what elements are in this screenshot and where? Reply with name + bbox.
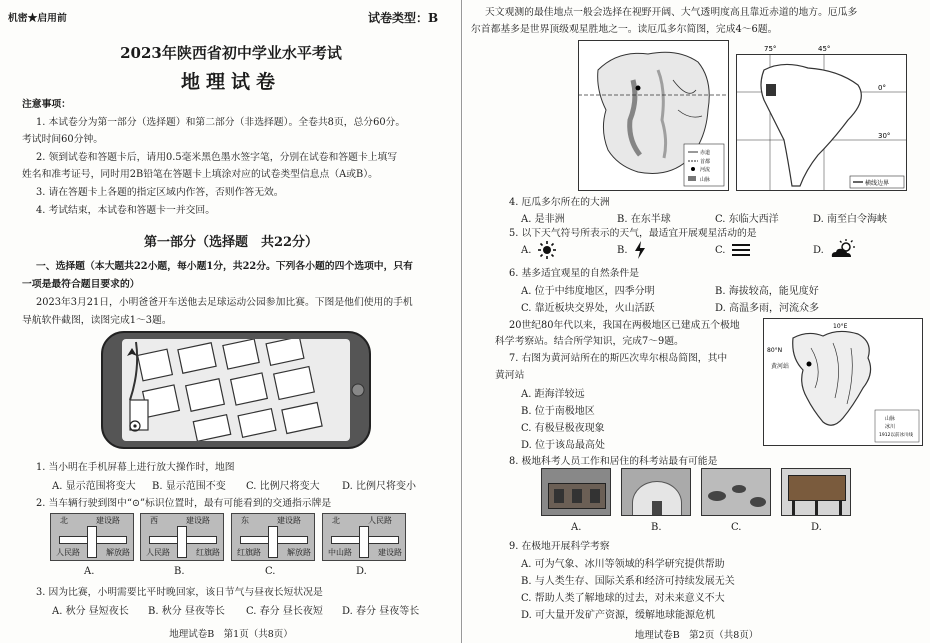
question-6-stem: 6. 基多适宜观星的自然条件是 bbox=[509, 268, 640, 279]
station-photo-c bbox=[701, 468, 771, 516]
latitude-label: 0° bbox=[878, 84, 886, 92]
longitude-label: 10°E bbox=[833, 323, 848, 330]
notice-line: 4. 考试结束，本试卷和答题卡一并交回。 bbox=[36, 205, 216, 216]
longitude-label: 45° bbox=[818, 45, 831, 53]
ecuador-map bbox=[578, 40, 908, 192]
question-7-stem-cont: 黄河站 bbox=[495, 370, 525, 381]
legend-label: 山脉 bbox=[700, 177, 711, 183]
longitude-label: 75° bbox=[764, 45, 777, 53]
q7-option-a[interactable]: A. 距海洋较远 bbox=[521, 389, 585, 400]
latitude-label: 80°N bbox=[767, 347, 783, 354]
passage-line: 2023年3月21日，小明爸爸开车送他去足球运动公园参加比赛。下图是他们使用的手机 bbox=[36, 297, 413, 308]
q4-option-c[interactable]: C. 东临大西洋 bbox=[715, 214, 779, 225]
latitude-label: 30° bbox=[878, 132, 891, 140]
part1-title: 第一部分（选择题 共22分） bbox=[143, 235, 319, 250]
svalbard-map bbox=[763, 318, 923, 446]
q2-option-a[interactable]: A. bbox=[84, 566, 95, 577]
q1-option-a[interactable]: A. 显示范围将变大 bbox=[52, 481, 136, 492]
station-label: 黄河站 bbox=[771, 363, 790, 370]
q9-option-a[interactable]: A. 可为气象、冰川等领域的科学研究提供帮助 bbox=[521, 559, 725, 570]
notice-line: 3. 请在答题卡上各题的指定区域内作答，否则作答无效。 bbox=[36, 187, 284, 198]
q3-option-c[interactable]: C. 春分 昼长夜短 bbox=[246, 606, 323, 617]
paper-type: 试卷类型：B bbox=[368, 11, 439, 25]
traffic-sign-c: 东 建设路 红旗路 解放路 bbox=[231, 513, 315, 561]
traffic-sign-a: 北 建设路 人民路 解放路 bbox=[50, 513, 134, 561]
q2-option-d[interactable]: D. bbox=[356, 566, 367, 577]
thunderstorm-icon bbox=[633, 240, 647, 260]
traffic-sign-d: 北 人民路 中山路 建设路 bbox=[322, 513, 406, 561]
instruction-line: 一项是最符合题目要求的） bbox=[22, 279, 140, 290]
page-footer: 地理试卷B 第2页（共8页） bbox=[634, 630, 759, 641]
exam-page-1 bbox=[0, 0, 462, 643]
question-2-stem: 2. 当车辆行驶到图中“⊙”标识位置时，最有可能看到的交通指示牌是 bbox=[36, 498, 332, 509]
question-9-stem: 9. 在极地开展科学考察 bbox=[509, 541, 610, 552]
subject-title: 地理试卷 bbox=[180, 71, 281, 93]
q5-option-a[interactable]: A. bbox=[521, 245, 532, 256]
exam-title: 2023年陕西省初中学业水平考试 bbox=[120, 44, 342, 62]
q5-option-b[interactable]: B. bbox=[617, 245, 628, 256]
notice-line: 姓名和准考证号，同时用2B铅笔在答题卡上填涂对应的试卷类型信息点（A或B）。 bbox=[22, 169, 378, 180]
q6-option-d[interactable]: D. 高温多雨，河流众多 bbox=[715, 303, 820, 314]
q7-option-b[interactable]: B. 位于南极地区 bbox=[521, 406, 595, 417]
q9-option-b[interactable]: B. 与人类生存、国际关系和经济可持续发展无关 bbox=[521, 576, 735, 587]
q8-option-c[interactable]: C. bbox=[731, 522, 742, 533]
question-1-stem: 1. 当小明在手机屏幕上进行放大操作时，地图 bbox=[36, 462, 235, 473]
passage-line: 尔首都基多是世界顶级观星胜地之一。读厄瓜多尔简图，完成4～6题。 bbox=[471, 24, 778, 35]
instruction-line: 一、选择题（本大题共22小题，每小题1分，共22分。下列各小题的四个选项中，只有 bbox=[36, 261, 413, 272]
station-photo-a bbox=[541, 468, 611, 516]
q4-option-a[interactable]: A. 是非洲 bbox=[521, 214, 565, 225]
traffic-sign-b: 西 建设路 人民路 红旗路 bbox=[140, 513, 224, 561]
passage-line: 科学考察站。结合所学知识，完成7～9题。 bbox=[495, 336, 684, 347]
station-photo-d bbox=[781, 468, 851, 516]
phone-navigation-map bbox=[100, 330, 372, 450]
q1-option-d[interactable]: D. 比例尺将变小 bbox=[342, 481, 417, 492]
confidential-mark: 机密★启用前 bbox=[8, 13, 67, 24]
q7-option-d[interactable]: D. 位于该岛最高处 bbox=[521, 440, 606, 451]
q9-option-c[interactable]: C. 帮助人类了解地球的过去，对未来意义不大 bbox=[521, 593, 725, 604]
q8-option-a[interactable]: A. bbox=[571, 522, 582, 533]
q3-option-d[interactable]: D. 春分 昼夜等长 bbox=[342, 606, 420, 617]
q5-option-d[interactable]: D. bbox=[813, 245, 824, 256]
question-5-stem: 5. 以下天气符号所表示的天气，最适宜开展观星活动的是 bbox=[509, 228, 757, 239]
page-footer: 地理试卷B 第1页（共8页） bbox=[169, 629, 293, 640]
q6-option-a[interactable]: A. 位于中纬度地区，四季分明 bbox=[521, 286, 655, 297]
q3-option-a[interactable]: A. 秋分 昼短夜长 bbox=[52, 606, 129, 617]
q7-option-c[interactable]: C. 有极昼极夜现象 bbox=[521, 423, 605, 434]
q6-option-b[interactable]: B. 海拔较高，能见度好 bbox=[715, 286, 819, 297]
notice-title: 注意事项： bbox=[22, 99, 71, 110]
q8-option-d[interactable]: D. bbox=[811, 522, 822, 533]
passage-line: 天文观测的最佳地点一般会选择在视野开阔、大气透明度高且靠近赤道的地方。厄瓜多 bbox=[485, 7, 858, 18]
q8-option-b[interactable]: B. bbox=[651, 522, 662, 533]
q6-option-c[interactable]: C. 靠近板块交界处，火山活跃 bbox=[521, 303, 655, 314]
question-7-stem: 7. 右图为黄河站所在的斯匹次卑尔根岛简图，其中 bbox=[509, 353, 728, 364]
passage-line: 20世纪80年代以来，我国在两极地区已建成五个极地 bbox=[509, 320, 740, 331]
question-4-stem: 4. 厄瓜多尔所在的大洲 bbox=[509, 197, 610, 208]
q2-option-c[interactable]: C. bbox=[265, 566, 276, 577]
fog-icon bbox=[731, 242, 751, 258]
question-8-stem: 8. 极地科考人员工作和居住的科考站最有可能是 bbox=[509, 456, 718, 467]
legend-label: 冰川 bbox=[885, 424, 896, 430]
q3-option-b[interactable]: B. 秋分 昼夜等长 bbox=[148, 606, 225, 617]
q1-option-b[interactable]: B. 显示范围不变 bbox=[152, 481, 226, 492]
legend-label: 赤道 bbox=[700, 150, 711, 156]
station-photo-b bbox=[621, 468, 691, 516]
q4-option-b[interactable]: B. 在东半球 bbox=[617, 214, 671, 225]
notice-line: 2. 领到试卷和答题卡后，请用0.5毫米黑色墨水签字笔，分别在试卷和答题卡上填写 bbox=[36, 152, 398, 163]
exam-page-2 bbox=[463, 0, 930, 643]
q5-option-c[interactable]: C. bbox=[715, 245, 726, 256]
legend-label: 横线边界 bbox=[865, 180, 890, 187]
notice-line: 1. 本试卷分为第一部分（选择题）和第二部分（非选择题）。全卷共8页，总分60分。 bbox=[36, 117, 406, 128]
q2-option-b[interactable]: B. bbox=[174, 566, 185, 577]
sunny-icon bbox=[537, 240, 557, 260]
q9-option-d[interactable]: D. 可大量开发矿产资源，缓解地球能源危机 bbox=[521, 610, 716, 621]
question-3-stem: 3. 因为比赛，小明需要比平时晚回家，该日节气与昼夜长短状况是 bbox=[36, 587, 323, 598]
legend-label: 1912以前冰川线 bbox=[879, 433, 913, 438]
q1-option-c[interactable]: C. 比例尺将变大 bbox=[246, 481, 320, 492]
legend-label: 河流 bbox=[700, 167, 711, 173]
legend-label: 首都 bbox=[700, 159, 711, 165]
notice-line: 考试时间60分钟。 bbox=[22, 134, 104, 145]
q4-option-d[interactable]: D. 南至白令海峡 bbox=[813, 214, 888, 225]
legend-label: 山脉 bbox=[885, 416, 896, 422]
partly-cloudy-icon bbox=[829, 238, 857, 260]
passage-line: 导航软件截图，读图完成1～3题。 bbox=[22, 315, 172, 326]
